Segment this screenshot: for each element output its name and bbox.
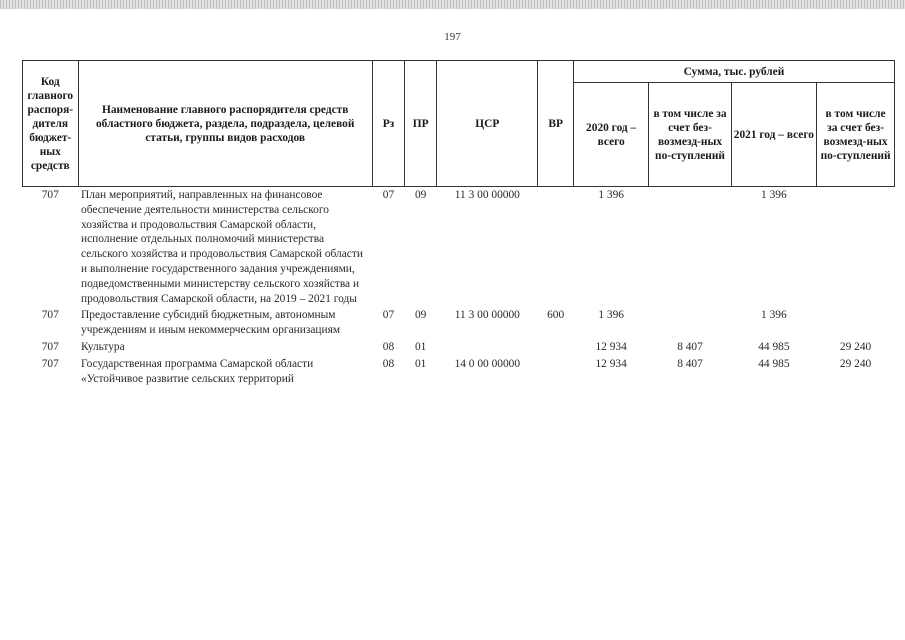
row-2021-total: 44 985 <box>758 357 790 370</box>
row-rz: 08 <box>382 357 395 370</box>
row-name: Государственная программа Самарской области «Устойчивое развитие сельских территорий <box>81 357 314 385</box>
row-csr: 11 3 00 00000 <box>454 189 520 201</box>
row-name: План мероприятий, направленных на финансовое обеспечение деятельности министерства сельского хозяйства и продовольствия Самарской области, исполнение отдельных полномочий министерства сельского хозяйства и продовольствия Самарской области и выполнение государственного задания учреждениями, подведомственными министерству сельского хозяйства и продовольствия Самарской области, на 2019 – 2021 годы <box>81 189 363 305</box>
row-name: Предоставление субсидий бюджетным, автономным учреждениям и иным некоммерческим организациям <box>81 309 341 337</box>
row-2021-gratis: 29 240 <box>839 340 872 353</box>
row-pr: 09 <box>414 189 427 201</box>
header-name: Наименование главного распорядителя средств областного бюджета, раздела, подраздела, целевой статьи, группы видов расходов <box>78 61 372 187</box>
row-2021-total: 1 396 <box>761 309 787 322</box>
page-number: 197 <box>444 31 461 43</box>
header-vr: ВР <box>538 61 574 187</box>
row-2021-total: 44 985 <box>758 340 790 353</box>
row-2021-gratis <box>817 187 895 308</box>
row-2021-gratis <box>817 307 895 339</box>
row-pr: 01 <box>414 340 427 353</box>
table-row <box>23 187 895 308</box>
header-2021-gratis: в том числе за счет без-возмезд-ных по-ступлений <box>817 83 895 187</box>
header-sum-group: Сумма, тыс. рублей <box>573 61 894 83</box>
row-rz: 07 <box>382 309 395 322</box>
row-vr <box>538 339 574 356</box>
row-csr: 14 0 00 00000 <box>454 357 521 370</box>
row-vr <box>538 187 574 308</box>
row-2020-gratis: 8 407 <box>677 340 703 353</box>
budget-table <box>22 60 895 387</box>
table-row <box>23 356 895 388</box>
table-row <box>23 307 895 339</box>
row-2020-total: 12 934 <box>595 357 627 370</box>
header-2020-gratis: в том числе за счет без-возмезд-ных по-ступлений <box>649 83 731 187</box>
row-code: 707 <box>41 189 59 201</box>
row-2020-gratis <box>649 307 731 339</box>
row-code: 707 <box>41 357 59 370</box>
header-2020-total: 2020 год – всего <box>573 83 649 187</box>
row-code: 707 <box>41 340 59 353</box>
header-rz: Рз <box>372 61 404 187</box>
row-2020-total: 1 396 <box>598 309 624 322</box>
row-2021-gratis: 29 240 <box>839 357 872 370</box>
row-2020-total: 12 934 <box>595 340 627 353</box>
row-csr: 11 3 00 00000 <box>454 309 520 322</box>
row-2021-total: 1 396 <box>761 189 787 201</box>
row-rz: 08 <box>382 340 395 353</box>
header-csr: ЦСР <box>437 61 538 187</box>
row-code: 707 <box>41 309 59 322</box>
header-2021-total: 2021 год – всего <box>731 83 817 187</box>
header-pr: ПР <box>405 61 437 187</box>
row-csr <box>437 339 538 356</box>
row-pr: 01 <box>414 357 427 370</box>
row-2020-total: 1 396 <box>598 189 624 201</box>
table-row <box>23 339 895 356</box>
scan-top-edge <box>0 0 905 9</box>
row-rz: 07 <box>382 189 395 201</box>
row-2020-gratis: 8 407 <box>677 357 703 370</box>
header-code: Код главного распоря-дителя бюджет-ных средств <box>23 61 79 187</box>
row-vr <box>538 356 574 388</box>
row-name: Культура <box>81 340 125 353</box>
row-pr: 09 <box>414 309 427 322</box>
row-2020-gratis <box>649 187 731 308</box>
row-vr: 600 <box>547 309 565 322</box>
